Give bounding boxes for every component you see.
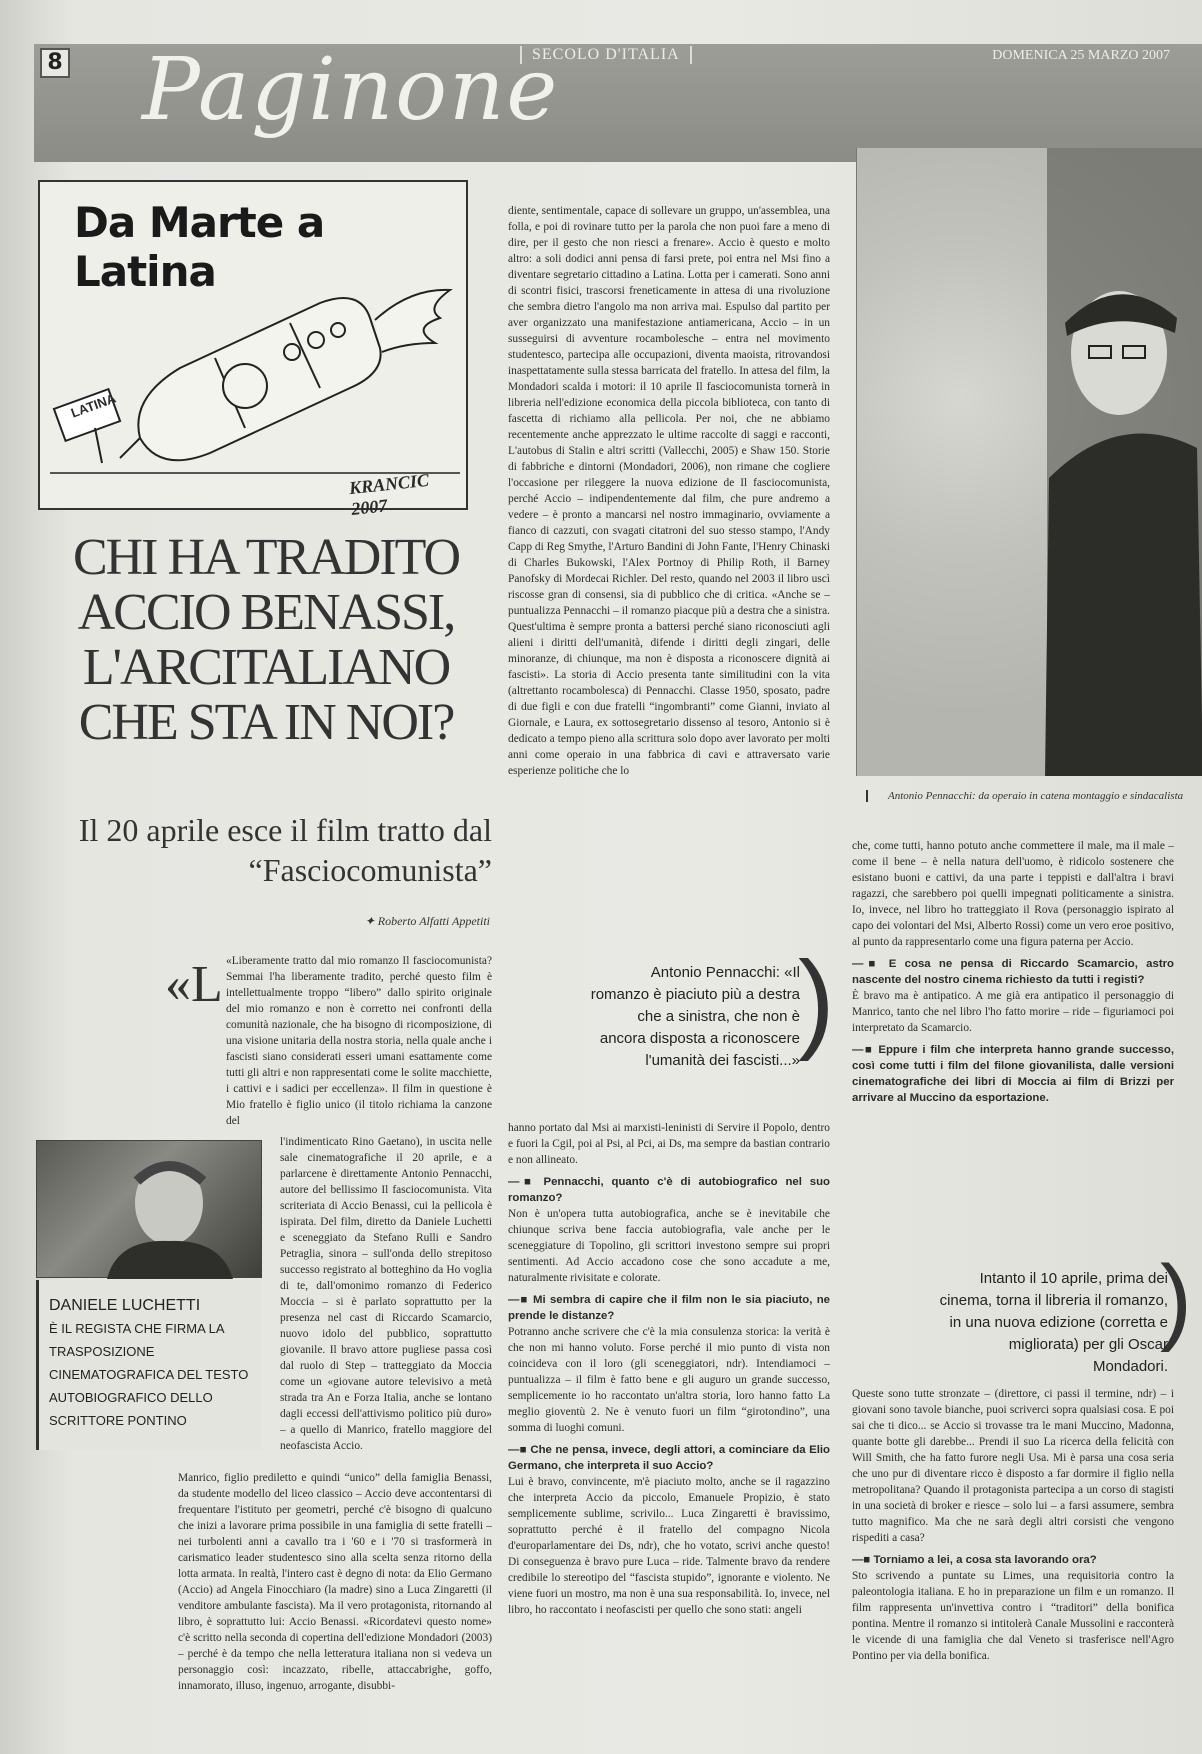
column-text: Manrico, figlio prediletto e quindi “unico” della famiglia Benassi, da studente modello del liceo classico – Accio deve accontentarsi di frequentare l'istituto per geometri, perché c'è bisogno di qualcuno che inizi a lavorare prima possibile in una famiglia di sette fratelli – nei turbolenti anni a cavallo tra i '60 e i '70 si trasformerà in carismatico leader studentesco sino alla scelta senza ritorno della lotta armata. In realtà, l'intero cast è degno di nota: da Elio Germano (Accio) ad Angela Finocchiaro (la madre) sino a Luca Zingaretti (il venditore ambulante fascista). Ma il vero protagonista, ritornando al libro, è soprattutto lui: Accio Benassi. «Ricordatevi questo nome» c'è scritto nella seconda di copertina dell'edizione Mondadori (2003) – perché è da tempo che nella letteratura italiana non si vedeva un personaggio così: incazzato, ribelle, attaccabrighe, goffo, innamorato, illuso, ingenuo, arrogante, disubbi- — [178, 1472, 492, 1692]
cartoon-title: Da Marte a Latina — [74, 198, 325, 296]
interview-question: —■ Che ne pensa, invece, degli attori, a cominciare da Elio Germano, che interpreta il suo Accio? — [508, 1442, 830, 1474]
photo-caption: Antonio Pennacchi: da operaio in catena montaggio e sindacalista — [866, 790, 1202, 802]
article-headline: CHI HA TRADITO ACCIO BENASSI, L'ARCITALIANO CHE STA IN NOI? — [72, 529, 460, 751]
interview-answer: Queste sono tutte stronzate – (direttore, ci passi il termine, ndr) – i giovani sono tavole bianche, puoi scriverci sopra qualsiasi cosa. E poi sai che ti dico... se Accio si trovasse tra le mani Muccino, Madonna, quante botte gli darebbe... Prendi il suo La ricerca della felicità con Will Smith, che ha fatto furore negli Usa. Mi è parsa una cosa seria che uno pur di diventare ricco è disposto a far dormire il figlio nella metropolitana? Quando il protagonista partecipa a un corso di stagisti in una società di broker e riesce – solo lui – a farsi assumere, sembra tutto magnifico. Ma che ne sarà degli altri corsisti che vengono rispediti a casa? — [852, 1388, 1174, 1544]
interview-answer: Lui è bravo, convincente, m'è piaciuto molto, anche se il ragazzino che interpreta Accio da piccolo, Emanuele Propizio, è stato semplicemente sublime, scrivilo... Luca Zingaretti è bravissimo, soprattutto perché è il fratello del compagno Nicola d'europarlamentare dei Ds, ndr), che ho votato, scrivi anche questo! Di conseguenza è bravo pure Luca – ride. Talmente bravo da rendere credibile lo stereotipo del “fascista stupido”, ignorante e violento. Ne viene fuori un mostro, ma non è una sua responsabilità. Io, invece, nel libro, ho raccontato i neofascisti per quello che sono stati: angeli — [508, 1476, 830, 1616]
cartoon — [38, 180, 468, 519]
interview-answer: Potranno anche scrivere che c'è la mia consulenza storica: la verità è che non mi hanno voluto. Forse perché il mio punto di vista non coincideva con il loro (gli sceneggiatori, ndr). Intendiamoci – puntualizza – il film è fatto bene e gli auguro un grande successo, semplicemente io ho raccontato un'altra storia, loro hanno fatto La meglio gioventù 2. Ne è venuto fuori un film “girotondino”, una somma di luoghi comuni. — [508, 1326, 830, 1434]
column-text: che, come tutti, hanno potuto anche commettere il male, ma il male – come il bene – è nella natura dell'uomo, è ridicolo sostenere che esistano buoni e cattivi, da una parte i teppisti e dall'altra i bravi ragazzi, che sarebbero poi quelli impegnati politicamente a sinistra. Io, invece, nel libro ho tratteggiato il Rova (personaggio ispirato al capo dei volontari del Msi, Alberto Rossi) come un vero eroe positivo, al punto da rappresentarlo come una figura paterna per Accio. — [852, 840, 1174, 948]
luchetti-description: È IL REGISTA CHE FIRMA LA TRASPOSIZIONE CINEMATOGRAFICA DEL TESTO AUTOBIOGRAFICO DELLO SCRITTORE PONTINO — [49, 1321, 249, 1428]
interview-question: —■ E cosa ne pensa di Riccardo Scamarcio, astro nascente del nostro cinema richiesto da tutti i registi? — [852, 956, 1174, 988]
issue-date: DOMENICA 25 MARZO 2007 — [992, 48, 1170, 63]
article-subheadline: Il 20 aprile esce il film tratto dal “Fasciocomunista” — [78, 812, 492, 888]
column-text: «Liberamente tratto dal mio romanzo Il fasciocomunista? Semmai l'ha liberamente tradito, perché questo film è intellettualmente troppo “libero” dallo spirito originale del mio romanzo e non è corretto nei confronti della comunità nazionale, che ha bisogno di ricomposizione, di una visione unitaria della nostra storia, nella quale anche i fascisti siano considerati esseri umani esattamente come tutti gli altri e non rappresentati come le solite macchiette, i cattivi e i sadici per eccellenza». Il film in questione è Mio fratello è figlio unico (il titolo richiama la canzone del — [226, 955, 492, 1127]
page-number: 8 — [40, 48, 70, 78]
interview-question: —■ Mi sembra di capire che il film non le sia piaciuto, ne prende le distanze? — [508, 1292, 830, 1324]
article-column-1-wrap — [280, 1134, 492, 1469]
luchetti-caption — [36, 1280, 262, 1450]
pullquote-1: Antonio Pennacchi: «Il romanzo è piaciuto più a destra che a sinistra, che non è ancora disposta a riconoscere l'umanità dei fascisti...» — [590, 964, 800, 1069]
cartoon-sign: LATINA — [68, 390, 118, 421]
article-column-3-bottom — [852, 1386, 1174, 1752]
luchetti-portrait — [36, 1140, 262, 1278]
newspaper-name: SECOLO D'ITALIA — [520, 46, 692, 64]
article-column-3 — [852, 838, 1174, 1238]
pullquote-bracket: ) — [798, 939, 835, 1062]
portrait-silhouette-icon — [37, 1141, 263, 1279]
article-column-2 — [508, 203, 830, 838]
cartoon-signature: KRANCIC 2007 — [348, 469, 430, 519]
section-title: Paginone — [142, 40, 560, 140]
interview-answer: È bravo ma è antipatico. A me già era antipatico il personaggio di Manrico, tanto che nel libro l'ho fatto morire – ride – figuriamoci poi interpretato da Scamarcio. — [852, 990, 1174, 1034]
interview-question: —■ Pennacchi, quanto c'è di autobiografico nel suo romanzo? — [508, 1174, 830, 1206]
article-column-1 — [226, 953, 492, 1133]
luchetti-name: DANIELE LUCHETTI — [49, 1297, 201, 1314]
pullquote-2: Intanto il 10 aprile, prima dei cinema, torna il libreria il romanzo, in una nuova edizione (corretta e migliorata) per gli Oscar Mondadori. — [939, 1270, 1168, 1375]
interview-question: —■ Torniamo a lei, a cosa sta lavorando ora? — [852, 1552, 1174, 1568]
article-column-1-bottom — [178, 1470, 492, 1750]
man-with-cap-icon — [857, 148, 1202, 776]
column-text: l'indimenticato Rino Gaetano), in uscita nelle sale cinematografiche il 20 aprile, e a parlarcene è direttamente Antonio Pennacchi, autore del bellissimo Il fasciocomunista. Vita scriteriata di Accio Benassi, cui la pellicola è ispirata. Del film, diretto da Daniele Luchetti e sceneggiato da Stefano Rulli e Sandro Petraglia, sinora – sull'onda dello strepitoso successo registrato al botteghino da Ho voglia di te, dall'omonimo romanzo di Federico Moccia – si è parlato soprattutto per la presenza nel cast di Riccardo Scamarcio, nuovo idolo del pubblico, soprattutto giovanile. Il bravo attore pugliese passa così dal ruolo di Step – tratteggiato da Moccia come un «giovane autore televisivo a metà strada tra An e Forza Italia, anche se lontano dagli eccessi dell'attivismo politico più duro» – a quello di Manrico, fratello maggiore del neofascista Accio. — [280, 1136, 492, 1452]
opening-guillemet: «L — [165, 956, 223, 1013]
pullquote-bracket: ) — [1160, 1246, 1192, 1353]
interview-answer: Non è un'opera tutta autobiografica, anche se è inevitabile che chiunque scriva bene faccia autobiografia, vale anche per le sceneggiature di Topolino, gli scrittori investono sempre sui propri sentimenti. Ad Accio accadono cose che sono accadute a me, naturalmente rivisitate e colorate. — [508, 1208, 830, 1284]
article-column-2-bottom — [508, 1120, 830, 1752]
interview-question: —■ Eppure i film che interpreta hanno grande successo, così come tutti i film del filone giovanilista, dalle versioni cinematografiche dei libri di Moccia ai film di Brizzi per arrivare al Muccino da esportazione. — [852, 1042, 1174, 1106]
rocket-drawing-icon — [40, 248, 466, 508]
column-text: diente, sentimentale, capace di sollevare un gruppo, un'assemblea, una folla, e poi di rovinare tutto per la parola che non puoi fare a meno di dire, per il gesto che non riesci a frenare». Accio è questo e molto altro: a soli dodici anni pensa di farsi prete, poi entra nel Msi fino a diventare segretario cittadino a Latina. Lotta per i camerati. Sono anni di scontri fisici, trascorsi freneticamente in attesa di una rivoluzione che sembra dietro l'angolo ma non arriva mai. Espulso dal partito per aver organizzato una manifestazione antiamericana, Accio – in un susseguirsi di avventure rocambolesche – entra nel movimento studentesco, partecipa alle occupazioni, diventa maoista, ritrovandosi inaspettatamente sulla stessa barricata del fratello. In attesa del film, la Mondadori scalda i motori: il 10 aprile Il fasciocomunista tornerà in libreria nell'edizione economica della piccola biblioteca, con tanto di fascetta di richiamo alla pellicola. Per noi, che ne abbiamo recentemente anche apprezzato le ultime raccolte di saggi e racconti, L'autobus di Stalin e altri scritti (Vallecchi, 2005) e Shaw 150. Storie di fabbriche e dintorni (Mondadori, 2006), non rimane che cogliere l'occasione per rileggere la nuova edizione de Il fasciocomunista, perché Accio – indipendentemente dal film, che pure andremo a vedere – è pronto a mancarsi nel nostro immaginario, ovviamente a fianco di cazzuti, con svagati citatroni del suo stesso stampo, l'Andy Capp di Reg Smythe, l'Arturo Bandini di John Fante, l'Henry Chinaski di Charles Bukowski, l'Alex Portnoy di Philip Roth, il Barney Panofsky di Mordecai Richler. Del resto, quando nel 2003 il libro uscì riscosse gran di consensi, sia di pubblico che di critica. «Anche se – puntualizza Pennacchi – il romanzo piacque più a destra che a sinistra. Quest'ultima è sempre pronta a battersi perché siano riconosciuti agli alieni i diritti dell'umanità, difende i diritti degli zingari, delle minoranze, di chiunque, ma non è disposta a riconoscere dignità ai fascisti». La storia di Accio presenta tante similitudini con la vita (altrettanto rocambolesca) di Pennacchi. Classe 1950, sposato, padre di due figli e con due fratelli “ingombranti” come Gianni, inviato al Giornale, e Laura, ex sottosegretario dissenso al tesoro, Antonio si è dedicato a tempo pieno alla scrittura solo dopo aver lavorato per molti anni come operaio in una fabbrica di cavi e attraversato varie esperienze politiche che lo — [508, 205, 830, 777]
column-text: hanno portato dal Msi ai marxisti-leninisti di Servire il Popolo, dentro e fuori la Cgil, poi al Psi, al Pci, ai Ds, ma sempre da bastian contrario e non allineato. — [508, 1122, 830, 1166]
interview-answer: Sto scrivendo a puntate su Limes, una requisitoria contro la paleontologia italiana. E ho in preparazione un film e un romanzo. Il film rappresenta un'invettiva contro i “traditori” della bonifica pontina. Mentre il romanzo si intitolerà Canale Mussolini e racconterà le vicende di una famiglia che dal Veneto si trasferisce nell'Agro Pontino per via della bonifica. — [852, 1570, 1174, 1662]
pennacchi-photo — [856, 148, 1202, 776]
article-byline: ✦ Roberto Alfatti Appetiti — [364, 914, 490, 928]
